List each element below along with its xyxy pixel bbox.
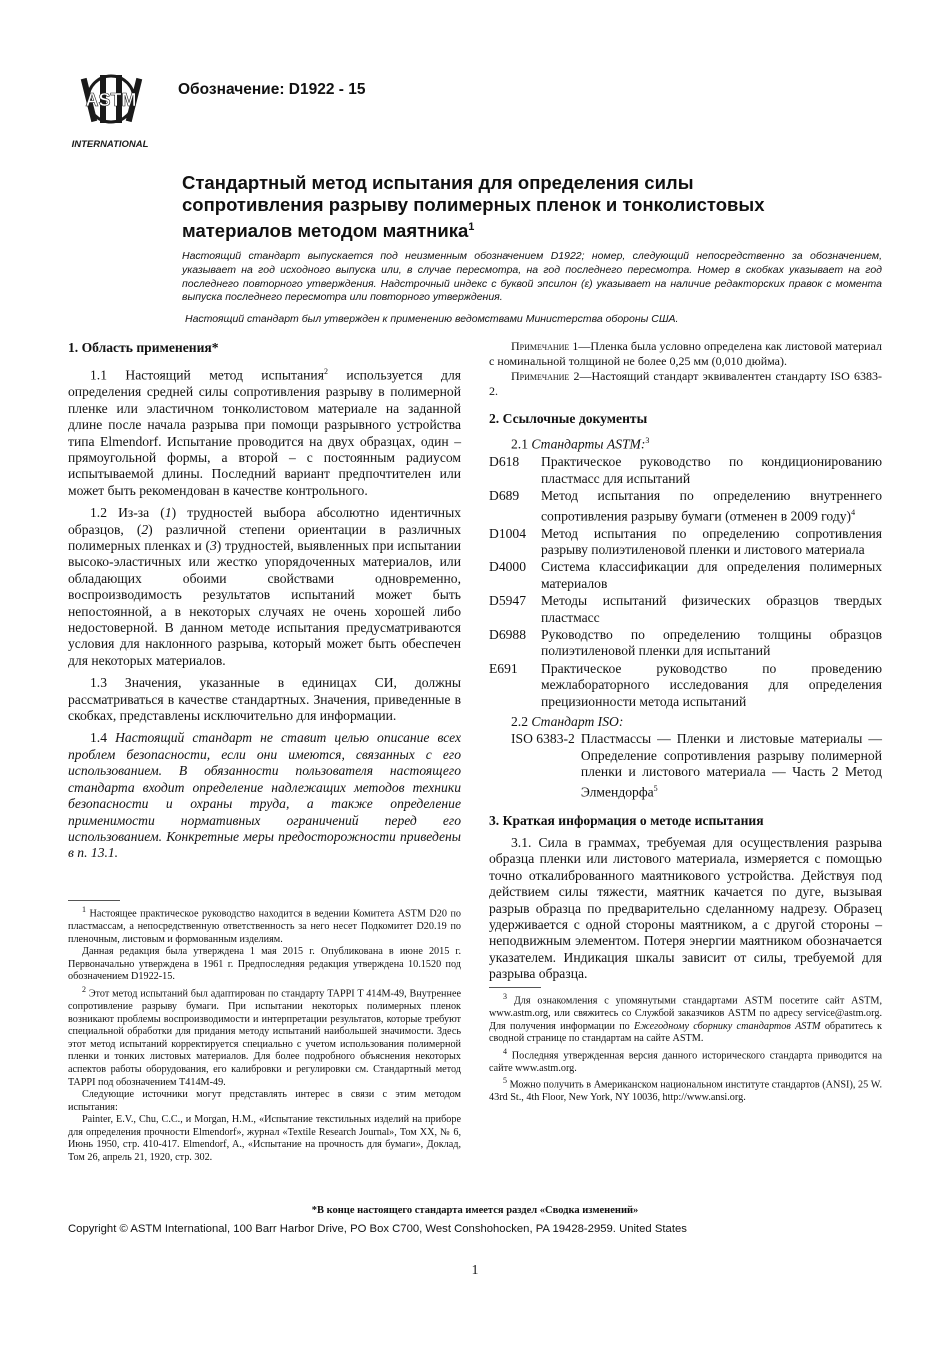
- p11-start: 1.1 Настоящий метод испытания: [90, 367, 324, 383]
- subsection-2-1: [489, 433, 882, 453]
- p14-text: Настоящий стандарт не ставит целью описание всех проблем безопасности, если они имеются, связанных с его использованием. В обязанности пользователя настоящего стандарта входит определение надлежащих методов техники безопасности и охраны труда, а также определение применимости нормативных ограничений перед его использованием. Конкретные меры предосторожности приведены в п. 13.1.: [68, 730, 462, 861]
- section-3: [489, 813, 882, 983]
- footnote-5-mark: 5: [503, 1076, 507, 1086]
- note-2-label: Примечание: [511, 369, 570, 383]
- footnote-1-mark: 1: [82, 905, 86, 914]
- dod-approval-note: Настоящий стандарт был утвержден к применению ведомствами Министерства обороны США.: [185, 313, 679, 325]
- reference-code: D1004: [489, 525, 527, 541]
- logo-subtitle: INTERNATIONAL: [71, 139, 149, 150]
- footnote-2-sources-intro: Следующие источники могут представлять интерес в связи с этим методом испытания:: [68, 1089, 461, 1113]
- footnote-3-text-b: обратитесь к сводной странице по стандартам на сайте ASTM.: [489, 1020, 882, 1045]
- sub21-num: 2.1: [511, 436, 532, 452]
- reference-code: D5947: [489, 593, 527, 609]
- footnote-4: [489, 1046, 882, 1076]
- iso-title-text: Пластмассы — Пленки и листовые материалы — Определение сопротивления разрыву полимерной пленки и листового материала — Часть 2 Метод Элмендорфа: [580, 731, 882, 800]
- astm-reference-item: [489, 454, 882, 487]
- copyright-line: Copyright © ASTM International, 100 Barr Harbor Drive, PO Box C700, West Conshohocken, PA 19428-2959. United States: [68, 1223, 687, 1235]
- paragraph-1-2: [68, 505, 461, 669]
- reference-code: D6988: [489, 626, 527, 642]
- footnote-ref-3: 3: [645, 436, 650, 446]
- footnote-3-text-a: Для ознакомления с упомянутыми стандартами ASTM посетите сайт ASTM, www.astm.org, или свяжитесь со Службой заказчиков ASTM по адресу service@astm.org. Для получения информации по: [489, 995, 882, 1032]
- astm-references-list: [489, 454, 882, 710]
- sub21-title: Стандарты ASTM:: [531, 436, 646, 452]
- reference-title-text: Методы испытаний физических образцов твердых пластмасс: [541, 593, 882, 625]
- astm-reference-item: [489, 661, 882, 710]
- note-2: [489, 369, 882, 399]
- section-2-heading: 2. Ссылочные документы: [489, 411, 648, 426]
- footnote-2-text: Этот метод испытаний был адаптирован по стандарту TAPPI T 414M-49, Внутреннее сопротивление разрыву бумаги. При испытании некоторых полимерных пленок возникают проблемы воспроизводимости и интерпретации результатов, которые требуют специальной обработки для придания методу испытаний наибольшей значимости. Здесь этот метод испытаний корректируется специально с учетом использования полимерной пленки и тонких листовых материалов. Для более подробного объяснения некоторых аспектов работы оборудования, его калибровки и регулировки см. Стандартный метод TAPPI под обозначением T414M-49.: [68, 988, 461, 1088]
- astm-reference-item: [489, 627, 882, 660]
- p12-n1: 1: [164, 505, 172, 521]
- sub22-title: Стандарт ISO:: [531, 713, 624, 729]
- reference-title-text: Метод испытания по определению сопротивления разрыву полиэтиленовой пленки и листового материала: [541, 525, 882, 557]
- reference-code: D4000: [489, 559, 527, 575]
- reference-title-text: Метод испытания по определению внутреннего сопротивления разрыву бумаги (отменен в 2009 году): [541, 488, 882, 524]
- section-2: [489, 411, 882, 801]
- summary-of-changes-note: *В конце настоящего стандарта имеется раздел «Сводка изменений»: [311, 1205, 639, 1216]
- footnote-ref-5: 5: [653, 783, 658, 793]
- footnote-1: [68, 904, 461, 946]
- footnote-2-mark: 2: [82, 984, 86, 994]
- reference-title: [541, 627, 882, 660]
- p12-a: 1.2 Из-за (: [90, 505, 165, 521]
- logo-text: ASTM: [85, 90, 137, 110]
- title-text: Стандартный метод испытания для определения силы сопротивления разрыву полимерных пленок и тонколистовых материалов методом маятника: [182, 172, 765, 242]
- astm-reference-item: [489, 593, 882, 626]
- iso-code: ISO 6383-2: [511, 731, 575, 747]
- footnote-1-text: Настоящее практическое руководство находится в ведении Комитета ASTM D20 по пластмассам, а непосредственную ответственность за него несет Подкомитет D20.19 по пленочным, листовым и формованным изделиям.: [68, 908, 461, 945]
- astm-logo: [64, 72, 160, 154]
- left-column: [68, 340, 461, 862]
- section-1-heading: 1. Область применения*: [68, 340, 219, 355]
- p12-d: ) трудностей, выявленных при испытании высоко-эластичных или жестко упорядоченных материалов, или обладающих обоими свойствами одновременно, воспроизводимость результатов испытаний может быть непостоянной, а в некоторых случаях не очень хорошей либо недостоверной. В данном методе испытания предусматриваются условия для наклонного разрыва, который может быть обеспечен для некоторых материалов.: [68, 538, 461, 668]
- footnote-4-mark: 4: [503, 1046, 507, 1056]
- reference-title: [541, 488, 882, 524]
- paragraph-3-1: 3.1. Сила в граммах, требуемая для осуществления разрыва образца пленки или листового материала, измеряется с помощью точно откалиброванного маятникового устройства. Действуя под действием силы тяжести, маятник качается по дуге, вызывая разрыв образца по предварительно сделанному надрезу. Образец удерживается с одной стороны маятником, а с другой стороны – неподвижным элементом. Потеря энергии маятником обозначается указателем. Индикация шкалы зависит от силы, требуемой для разрыва образца.: [489, 834, 882, 982]
- reference-title: [541, 559, 882, 592]
- reference-footnote-ref: 4: [851, 507, 856, 517]
- reference-title-text: Практическое руководство по кондиционированию пластмасс для испытаний: [541, 454, 882, 486]
- p14-num: 1.4: [90, 730, 116, 746]
- reference-title: [541, 661, 882, 710]
- reference-title-text: Практическое руководство по проведению межлабораторного исследования для определения прецизионности метода испытаний: [541, 660, 882, 709]
- paragraph-1-4: [68, 730, 461, 861]
- p11-rest: используется для определения средней силы сопротивления разрыву в полимерной пленке или эластичном тонколистовом материале на заданной длине после начала разрыва при помощи разрывного устройства типа Elmendorf. Испытание проводится на двух образцах, один – прямоугольной формы, а второй – с постоянным радиусом испытываемой длины. Последний вариант предпочтителен или может быть рекомендован в качестве контрольного.: [68, 367, 461, 498]
- astm-reference-item: [489, 559, 882, 592]
- footnote-3-mark: 3: [503, 992, 507, 1001]
- p12-c: ) различной степени ориентации в различных полимерных пленках и (: [68, 521, 461, 553]
- footnote-1-approval: Данная редакция была утверждена 1 мая 2015 г. Опубликована в июне 2015 г. Первоначально утверждена в 1961 г. Предпоследняя редакция утверждена 10.1520 под обозначением D1922-15.: [68, 946, 461, 983]
- reference-title-text: Система классификации для определения полимерных материалов: [541, 559, 882, 591]
- right-column: [489, 339, 882, 983]
- paragraph-1-1: [68, 364, 461, 499]
- note-1-label: Примечание: [511, 339, 570, 353]
- footnote-divider-left: [68, 900, 120, 901]
- footnote-3: [489, 991, 882, 1046]
- reference-title-text: Руководство по определению толщины образцов полиэтиленовой пленки для испытаний: [541, 626, 882, 659]
- footnote-5-text: Можно получить в Американском национальном институте стандартов (ANSI), 25 W. 43rd St., 4th Floor, New York, NY 10036, http://www.ansi.org.: [489, 1079, 882, 1104]
- note-1-text: 1—Пленка была условно определена как листовой материал с номинальной толщиной не более 0,25 мм (0,010 дюйма).: [489, 339, 882, 368]
- reference-code: D618: [489, 454, 520, 470]
- iso-reference: [489, 731, 882, 800]
- astm-reference-item: [489, 526, 882, 559]
- page-number: 1: [471, 1262, 479, 1277]
- document-title: [182, 172, 822, 242]
- subsection-2-2: [489, 714, 882, 730]
- paragraph-1-3: 1.3 Значения, указанные в единицах СИ, должны рассматриваться в качестве стандартных. Значения, приведенные в скобках, представлены исключительно для информации.: [68, 675, 461, 724]
- p12-n2: 2: [141, 521, 149, 537]
- astm-logo-graphic: [64, 72, 160, 154]
- footnote-2: [68, 984, 461, 1089]
- reference-title: [541, 454, 882, 487]
- footnotes-right: [489, 991, 882, 1105]
- reference-title: [541, 526, 882, 559]
- astm-reference-item: [489, 488, 882, 524]
- footnote-4-text: Последняя утвержденная версия данного исторического стандарта приводится на сайте www.astm.org.: [489, 1050, 882, 1074]
- footnotes-left: [68, 904, 461, 1165]
- note-2-text: 2—Настоящий стандарт эквивалентен стандарту ISO 6383-2.: [489, 369, 882, 398]
- footnote-2-sources: Painter, E.V., Chu, C.C., и Morgan, H.M., «Испытание текстильных изделий на приборе для определения прочности Elmendorf», журнал «Textile Research Journal», Том XX, № 6, Июнь 1950, стр. 410-417. Elmendorf, A., «Испытание на прочность для бумаги», Доклад, Том 26, апрель 21, 1920, стр. 302.: [68, 1114, 461, 1164]
- intro-paragraph: Настоящий стандарт выпускается под неизменным обозначением D1922; номер, следующий непосредственно за обозначением, указывает на год исходного выпуска или, в случае пересмотра, на год последнего пересмотра. Номер в скобках указывает на год последнего повторного утверждения. Надстрочный индекс с буквой эпсилон (ε) указывает на наличие редакторских правок с момента выпуска последнего пересмотра или повторного утверждения.: [182, 250, 882, 304]
- section-3-heading: 3. Краткая информация о методе испытания: [489, 812, 764, 828]
- sub22-num: 2.2: [511, 713, 532, 729]
- footnote-5: [489, 1075, 882, 1105]
- note-1: [489, 339, 882, 369]
- title-footnote-ref: 1: [468, 221, 475, 233]
- reference-code: D689: [489, 488, 520, 504]
- reference-title: [541, 593, 882, 626]
- footnote-ref-2: 2: [323, 367, 328, 377]
- p12-n3: 3: [209, 538, 217, 553]
- footnote-divider-right: [489, 987, 541, 988]
- footnote-3-italic: Ежегодному сборнику стандартов ASTM: [634, 1020, 821, 1032]
- p12-b: ) трудностей выбора абсолютно идентичных образцов, (: [68, 505, 462, 537]
- document-designation: Обозначение: D1922 - 15: [178, 81, 366, 98]
- reference-code: E691: [489, 660, 518, 676]
- iso-title: [581, 731, 882, 800]
